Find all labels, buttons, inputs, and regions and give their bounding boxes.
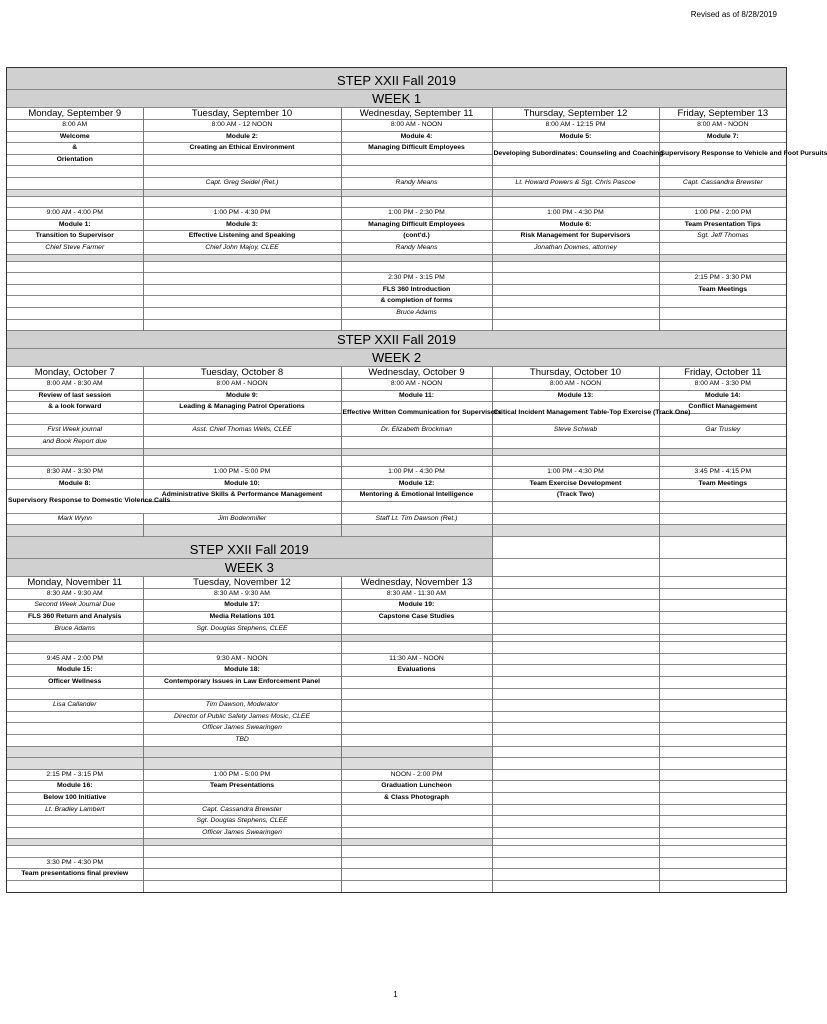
session-title: Module 12: — [341, 478, 492, 490]
session-title: Graduation Luncheon — [341, 781, 492, 793]
session-time: 3:45 PM - 4:15 PM — [659, 467, 786, 479]
session-time: 8:00 AM - NOON — [143, 379, 341, 391]
week2-title: STEP XXII Fall 2019 — [7, 331, 786, 349]
day-header: Tuesday, October 8 — [143, 367, 341, 379]
presenter: Capt. Cassandra Brewster — [659, 177, 786, 189]
session-time: 8:30 AM - 11:30 AM — [341, 588, 492, 600]
session-title: & — [7, 143, 143, 155]
session-title: Officer Wellness — [7, 676, 143, 688]
session-title: Review of last session — [7, 390, 143, 402]
presenter: Capt. Cassandra Brewster — [143, 804, 341, 816]
week3-title: STEP XXII Fall 2019 — [7, 536, 492, 558]
session-time: 8:00 AM - NOON — [492, 379, 659, 391]
day-header: Monday, September 9 — [7, 108, 143, 120]
session-time: 9:00 AM - 4:00 PM — [7, 208, 143, 220]
presenter — [659, 242, 786, 254]
session-time: 1:00 PM - 5:00 PM — [143, 769, 341, 781]
session-title: Capstone Case Studies — [341, 612, 492, 624]
session-title: Module 19: — [341, 600, 492, 612]
session-time: 11:30 AM - NOON — [341, 653, 492, 665]
session-time: 8:30 AM - 9:30 AM — [143, 588, 341, 600]
session-time: 1:00 PM - 2:30 PM — [341, 208, 492, 220]
session-title: Module 14: — [659, 390, 786, 402]
session-time: 1:00 PM - 4:30 PM — [492, 467, 659, 479]
session-time: 1:00 PM - 4:30 PM — [341, 467, 492, 479]
presenter: Director of Public Safety James Mosic, CLEE — [143, 711, 341, 723]
presenter: First Week journal — [7, 425, 143, 437]
week2-subtitle: WEEK 2 — [7, 349, 786, 367]
presenter: Lt. Howard Powers & Sgt. Chris Pascoe — [492, 177, 659, 189]
presenter: Tim Dawson, Moderator — [143, 700, 341, 712]
session-title: Team Meetings — [659, 284, 786, 296]
session-time: 8:00 AM - NOON — [341, 120, 492, 132]
session-title: Module 7: — [659, 131, 786, 143]
day-header: Friday, September 13 — [659, 108, 786, 120]
session-title: Effective Written Communication for Supervisors — [341, 402, 492, 425]
week1-subtitle: WEEK 1 — [7, 90, 786, 108]
session-title: Module 6: — [492, 219, 659, 231]
presenter: Officer James Swearingen — [143, 723, 341, 735]
presenter: Sgt. Douglas Stephens, CLEE — [143, 816, 341, 828]
presenter: Lt. Bradley Lambert — [7, 804, 143, 816]
revised-date: Revised as of 8/28/2019 — [690, 10, 777, 19]
week1-title: STEP XXII Fall 2019 — [7, 68, 786, 90]
session-title: Team presentations final preview — [7, 869, 143, 881]
session-title: Module 18: — [143, 665, 341, 677]
session-title: Module 15: — [7, 665, 143, 677]
session-title: Creating an Ethical Environment — [143, 143, 341, 155]
presenter: Capt. Greg Seidel (Ret.) — [143, 177, 341, 189]
session-title: Module 5: — [492, 131, 659, 143]
page-number: 1 — [393, 990, 398, 999]
session-title: Module 10: — [143, 478, 341, 490]
session-time: 8:00 AM - NOON — [659, 120, 786, 132]
presenter: Steve Schwab — [492, 425, 659, 437]
session-title: Module 11: — [341, 390, 492, 402]
presenter: Sgt. Jeff Thomas — [659, 231, 786, 243]
session-title: FLS 360 Introduction — [341, 284, 492, 296]
day-header: Thursday, October 10 — [492, 367, 659, 379]
session-title: (cont'd.) — [341, 231, 492, 243]
presenter: Staff Lt. Tim Dawson (Ret.) — [341, 513, 492, 525]
session-time: 8:00 AM - 12:15 PM — [492, 120, 659, 132]
day-header: Tuesday, September 10 — [143, 108, 341, 120]
session-title: Module 16: — [7, 781, 143, 793]
presenter: Jim Bodenmiller — [143, 513, 341, 525]
presenter: Jonathan Downes, attorney — [492, 242, 659, 254]
day-header: Monday, November 11 — [7, 576, 143, 588]
presenter: Lisa Callander — [7, 700, 143, 712]
session-title: Module 3: — [143, 219, 341, 231]
presenter: and Book Report due — [7, 437, 143, 449]
session-title: Team Presentation Tips — [659, 219, 786, 231]
presenter: Bruce Adams — [341, 307, 492, 319]
day-header: Wednesday, November 13 — [341, 576, 492, 588]
session-time: 1:00 PM - 4:30 PM — [492, 208, 659, 220]
session-title: (Track Two) — [492, 490, 659, 502]
day-header: Monday, October 7 — [7, 367, 143, 379]
session-title: Critical Incident Management Table-Top Exercise (Track One) — [492, 402, 659, 425]
presenter: Dr. Elizabeth Brockman — [341, 425, 492, 437]
session-title: Team Presentations — [143, 781, 341, 793]
session-title: Module 9: — [143, 390, 341, 402]
session-time: NOON - 2:00 PM — [341, 769, 492, 781]
presenter — [7, 177, 143, 189]
presenter: Randy Means — [341, 177, 492, 189]
session-title: Conflict Management — [659, 402, 786, 414]
session-title: Managing Difficult Employees — [341, 143, 492, 155]
session-title: Supervisory Response to Domestic Violence Calls — [7, 490, 143, 513]
week3-subtitle: WEEK 3 — [7, 558, 492, 576]
session-title: Effective Listening and Speaking — [143, 231, 341, 243]
presenter: Chief Steve Farmer — [7, 242, 143, 254]
session-time: 8:00 AM — [7, 120, 143, 132]
session-title: Module 17: — [143, 600, 341, 612]
session-time: 8:30 AM - 3:30 PM — [7, 467, 143, 479]
day-header: Friday, October 11 — [659, 367, 786, 379]
session-title: Transition to Supervisor — [7, 231, 143, 243]
session-title: & a look forward — [7, 402, 143, 414]
day-header: Wednesday, September 11 — [341, 108, 492, 120]
session-time: 2:15 PM - 3:15 PM — [7, 769, 143, 781]
session-time: 8:00 AM - 12 NOON — [143, 120, 341, 132]
session-title: Module 1: — [7, 219, 143, 231]
session-time: 1:00 PM - 2:00 PM — [659, 208, 786, 220]
session-time: 8:30 AM - 9:30 AM — [7, 588, 143, 600]
session-title: Contemporary Issues in Law Enforcement Panel — [143, 676, 341, 688]
session-time: 2:30 PM - 3:15 PM — [341, 273, 492, 285]
session-title: Welcome — [7, 131, 143, 143]
session-time: 8:00 AM - NOON — [341, 379, 492, 391]
presenter: Mark Wynn — [7, 513, 143, 525]
presenter: Sgt. Douglas Stephens, CLEE — [143, 623, 341, 635]
session-time: 9:45 AM - 2:00 PM — [7, 653, 143, 665]
session-title: Below 100 Initiative — [7, 792, 143, 804]
session-title: Team Exercise Development — [492, 478, 659, 490]
session-time: 2:15 PM - 3:30 PM — [659, 273, 786, 285]
session-title: Evaluations — [341, 665, 492, 677]
session-time: 3:30 PM - 4:30 PM — [7, 857, 143, 869]
session-title: Administrative Skills & Performance Management — [143, 490, 341, 502]
session-time: 1:00 PM - 5:00 PM — [143, 467, 341, 479]
session-title: Supervisory Response to Vehicle and Foot Pursuits — [659, 143, 786, 166]
session-title: Module 4: — [341, 131, 492, 143]
day-header: Tuesday, November 12 — [143, 576, 341, 588]
session-time: 8:00 AM - 3:30 PM — [659, 379, 786, 391]
session-title: & completion of forms — [341, 296, 492, 308]
session-title: Module 13: — [492, 390, 659, 402]
session-title: Module 2: — [143, 131, 341, 143]
day-header: Wednesday, October 9 — [341, 367, 492, 379]
session-time: 8:00 AM - 8:30 AM — [7, 379, 143, 391]
session-time: 9:30 AM - NOON — [143, 653, 341, 665]
presenter: Chief John Majoy, CLEE — [143, 242, 341, 254]
presenter: Second Week Journal Due — [7, 600, 143, 612]
presenter: Asst. Chief Thomas Wells, CLEE — [143, 425, 341, 437]
session-title: & Class Photograph — [341, 792, 492, 804]
presenter: Randy Means — [341, 242, 492, 254]
presenter: TBD — [143, 734, 341, 746]
session-title: Managing Difficult Employees — [341, 219, 492, 231]
session-title: Leading & Managing Patrol Operations — [143, 402, 341, 414]
session-time: 1:00 PM - 4:30 PM — [143, 208, 341, 220]
session-title: Developing Subordinates: Counseling and Coaching — [492, 143, 659, 166]
session-title: Orientation — [7, 154, 143, 166]
day-header: Thursday, September 12 — [492, 108, 659, 120]
session-title: Media Relations 101 — [143, 612, 341, 624]
session-title: FLS 360 Return and Analysis — [7, 612, 143, 624]
session-title: Mentoring & Emotional Intelligence — [341, 490, 492, 502]
presenter: Officer James Swearingen — [143, 827, 341, 839]
session-title: Team Meetings — [659, 478, 786, 490]
schedule-table — [6, 67, 827, 893]
session-title: Module 8: — [7, 478, 143, 490]
session-title: Risk Management for Supervisors — [492, 231, 659, 243]
presenter: Bruce Adams — [7, 623, 143, 635]
presenter: Gar Trusley — [659, 425, 786, 437]
